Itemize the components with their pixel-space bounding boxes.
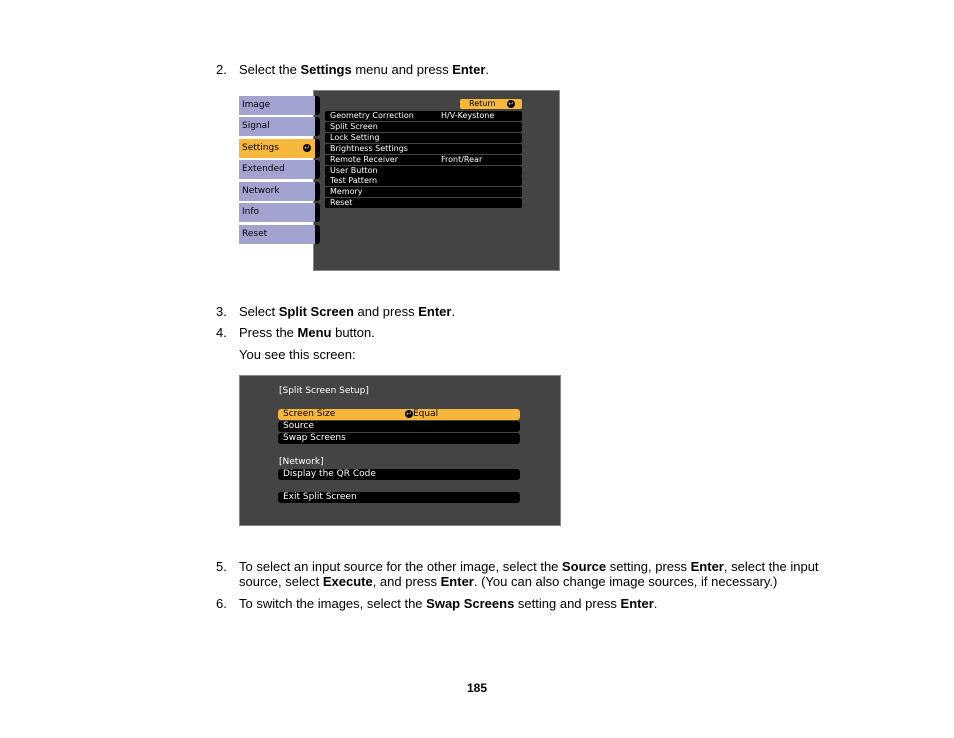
step-4-text: Press the Menu button. <box>239 325 375 340</box>
tab-edge <box>315 96 320 115</box>
tab-edge <box>315 225 320 244</box>
step-2-text: Select the Settings menu and press Enter. <box>239 62 490 77</box>
tab-settings[interactable]: Settings ↵ <box>239 139 315 158</box>
menu-row-split-screen[interactable]: Split Screen <box>325 122 522 132</box>
step-6-text: To switch the images, select the Swap Screens setting and press Enter. <box>239 596 658 611</box>
swap-screens-row[interactable]: Swap Screens <box>278 433 520 444</box>
menu-row-remote-receiver[interactable]: Remote Receiver Front/Rear <box>325 155 522 165</box>
tab-signal[interactable]: Signal <box>239 117 315 136</box>
tab-edge <box>315 139 320 158</box>
screen-size-row[interactable]: Screen Size ↵Equal <box>278 409 520 420</box>
tab-extended[interactable]: Extended <box>239 160 315 179</box>
menu-row-brightness-settings[interactable]: Brightness Settings <box>325 144 522 154</box>
step-3-number: 3. <box>216 304 227 319</box>
menu-row-reset[interactable]: Reset <box>325 198 522 208</box>
exit-split-screen-row[interactable]: Exit Split Screen <box>278 492 520 503</box>
split-screen-panel <box>239 375 561 526</box>
menu-row-lock-setting[interactable]: Lock Setting <box>325 133 522 143</box>
display-qr-code-row[interactable]: Display the QR Code <box>278 469 520 480</box>
network-header: [Network] <box>279 457 324 467</box>
menu-row-geometry-correction[interactable]: Geometry Correction H/V-Keystone <box>325 111 522 121</box>
tab-image[interactable]: Image <box>239 96 315 115</box>
tab-edge <box>315 160 320 179</box>
step-2-number: 2. <box>216 62 227 77</box>
menu-row-user-button[interactable]: User Button <box>325 166 522 176</box>
step-4-number: 4. <box>216 325 227 340</box>
source-row[interactable]: Source <box>278 421 520 432</box>
tab-network[interactable]: Network <box>239 182 315 201</box>
tab-info[interactable]: Info <box>239 203 315 222</box>
return-button[interactable]: Return ↵ <box>460 99 522 109</box>
you-see-text: You see this screen: <box>239 347 356 362</box>
enter-icon: ↵ <box>508 100 514 108</box>
tab-reset[interactable]: Reset <box>239 225 315 244</box>
menu-row-test-pattern[interactable]: Test Pattern <box>325 176 522 186</box>
tab-edge <box>315 117 320 136</box>
menu-row-memory[interactable]: Memory <box>325 187 522 197</box>
step-5-text: To select an input source for the other image, select the Source setting, press Enter, select the input source, select Execute, and press Enter. (You can also change image sources, if necessary.) <box>239 559 819 589</box>
page-number: 185 <box>466 681 488 695</box>
step-6-number: 6. <box>216 596 227 611</box>
step-5-number: 5. <box>216 559 227 574</box>
split-screen-setup-header: [Split Screen Setup] <box>279 386 369 396</box>
tab-edge <box>315 203 320 222</box>
enter-icon: ↵ <box>304 144 310 152</box>
step-3-text: Select Split Screen and press Enter. <box>239 304 456 319</box>
tab-edge <box>315 182 320 201</box>
enter-icon: ↵ <box>406 409 412 418</box>
